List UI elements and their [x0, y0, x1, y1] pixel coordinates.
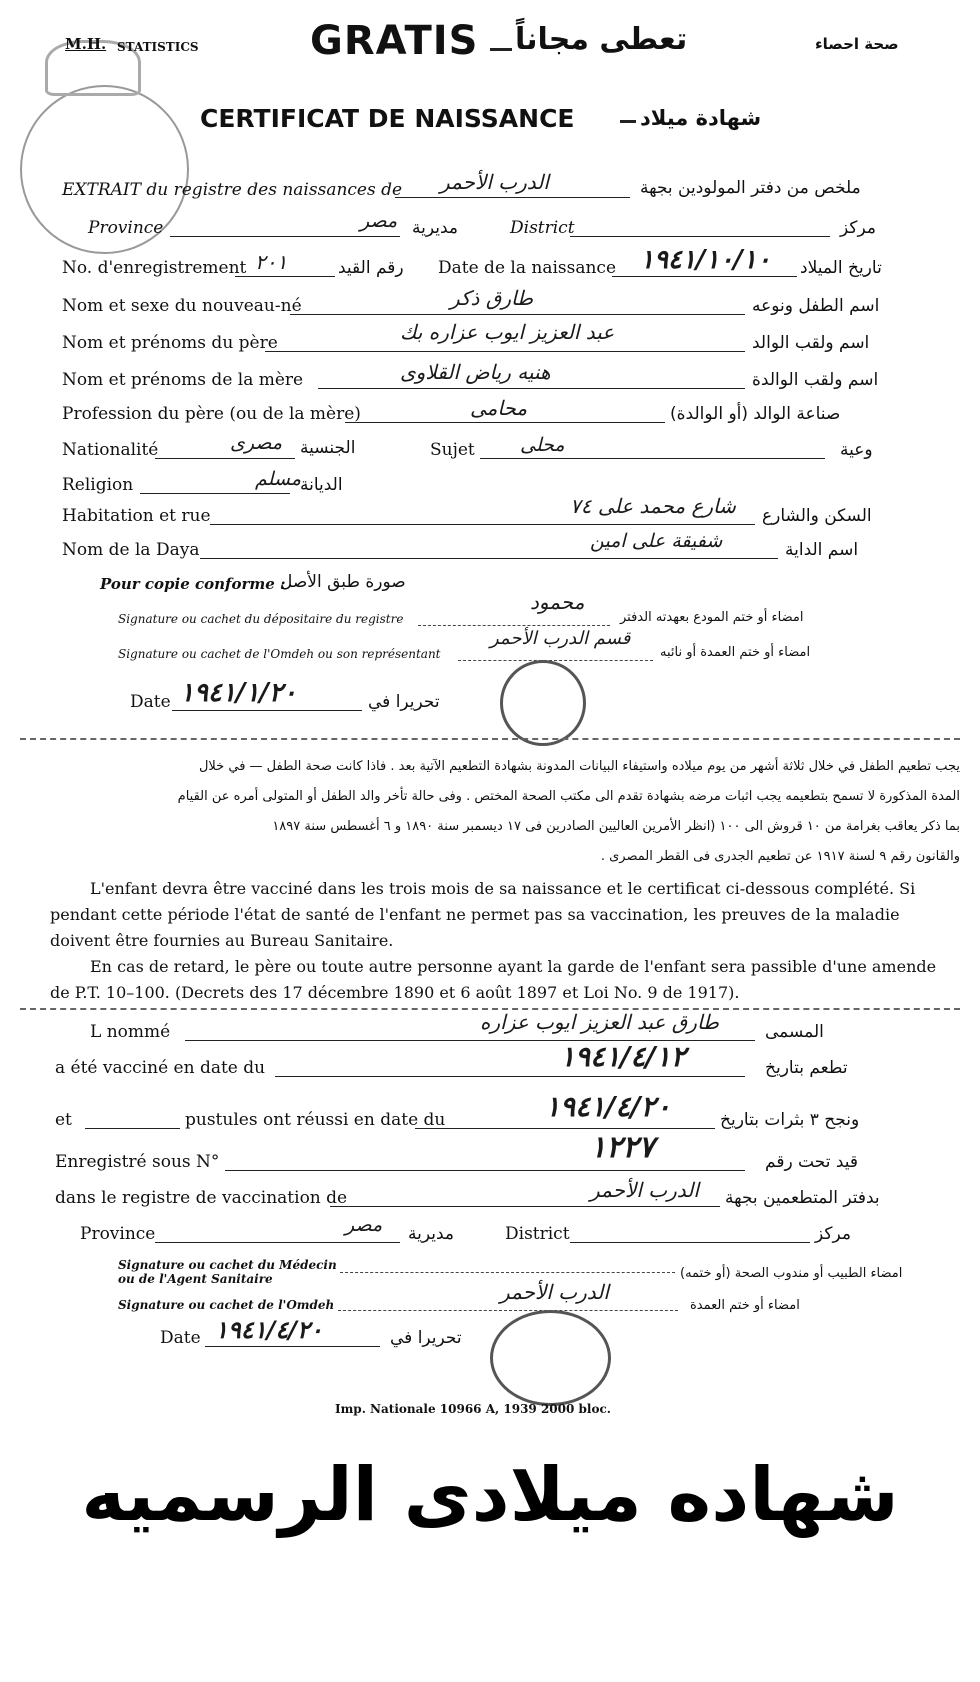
child-line — [290, 314, 745, 315]
child-value: طارق ذكر — [450, 286, 534, 310]
extract-value: الدرب الأحمر — [440, 170, 549, 194]
habitation-label: Habitation et rue — [62, 506, 211, 526]
copy-conform-arabic: صورة طبق الأصل — [280, 572, 406, 592]
notice-arabic-2: المدة المذكورة لا تسمح بتطعيمه يجب اثبات مرضه بشهادة تقدم الى مكتب الصحة المختص . وفى حالة تأخر والد الطفل أو المتولى أمره عن القيام — [177, 789, 960, 804]
certificate-title-arabic: شهادة ميلاد — [640, 106, 762, 130]
habitation-line — [210, 524, 755, 525]
extract-label: EXTRAIT du registre des naissances de — [62, 180, 403, 200]
reg-no-label: No. d'enregistrement — [62, 258, 247, 278]
notice-french-2: En cas de retard, le père ou toute autre personne ayant la garde de l'enfant sera passible d'une amende de P.T. 10–100. (Decrets des 17 décembre 1890 et 6 août 1897 et Loi No. 9 de 1917). — [50, 957, 937, 1002]
daya-line — [200, 558, 778, 559]
dob-arabic: تاريخ الميلاد — [800, 258, 882, 278]
nationality-label: Nationalité — [62, 440, 159, 460]
subject-arabic: وعية — [840, 440, 873, 460]
mother-arabic: اسم ولقب الوالدة — [752, 370, 879, 390]
dob-line — [612, 276, 797, 277]
vacc-province-line — [155, 1242, 400, 1243]
sig-doctor-arabic: امضاء الطبيب أو مندوب الصحة (أو ختمه) — [680, 1266, 903, 1281]
daya-label: Nom de la Daya — [62, 540, 200, 560]
birth-date-value: ١٩٤١/١/٢٠ — [180, 678, 297, 708]
vacc-province-arabic: مديرية — [408, 1224, 454, 1244]
religion-value: مسلم — [255, 468, 302, 490]
daya-value: شفيقة على امين — [590, 530, 723, 552]
nationality-line — [155, 458, 295, 459]
birth-date-label: Date — [130, 692, 171, 712]
register-arabic: بدفتر المتطعمين بجهة — [725, 1188, 880, 1208]
sig-registry-arabic: امضاء أو ختم المودع بعهدته الدفتر — [620, 610, 804, 625]
religion-line — [140, 493, 290, 494]
vacc-date-line — [205, 1346, 380, 1347]
vaccinated-label: a été vacciné en date du — [55, 1058, 266, 1078]
sig-registry-label: Signature ou cachet du dépositaire du registre — [118, 612, 404, 626]
copy-conform-label: Pour copie conforme : — [100, 575, 286, 593]
register-label: dans le registre de vaccination de — [55, 1188, 348, 1208]
vacc-sig-value: الدرب الأحمر — [500, 1280, 609, 1304]
subject-value: محلى — [520, 434, 565, 456]
vacc-sig-omdeh-line — [338, 1310, 678, 1311]
birth-date-line — [172, 710, 362, 711]
sig-omdeh-label: Signature ou cachet de l'Omdeh ou son représentant — [118, 647, 441, 661]
registered-label: Enregistré sous N° — [55, 1152, 220, 1172]
province-arabic: مديرية — [412, 218, 458, 238]
registered-line — [225, 1170, 745, 1171]
registered-value: ١٢٢٧ — [590, 1130, 655, 1165]
pustules-line — [415, 1128, 715, 1129]
profession-line — [345, 422, 665, 423]
district-line — [570, 236, 830, 237]
father-value: عبد العزيز ايوب عزاره بك — [400, 320, 615, 344]
sig-doctor-line — [340, 1272, 675, 1273]
mother-line — [318, 388, 745, 389]
vacc-date-label: Date — [160, 1328, 201, 1348]
province-value: مصر — [360, 210, 398, 232]
notice-arabic-3: بما ذكر يعاقب بغرامة من ١٠ قروش الى ١٠٠ (انظر الأمرين العاليين الصادرين فى ١٧ ديسمبر سنة ١٨٩٠ و ٦ أغسطس سنة ١٨٩٧ — [272, 819, 960, 834]
sig-registry-value: محمود — [530, 590, 585, 614]
certificate-title: CERTIFICAT DE NAISSANCE — [200, 104, 575, 133]
gratis-dash — [490, 48, 512, 51]
gratis-arabic: تعطى مجاناً — [515, 22, 688, 57]
reg-no-line — [235, 276, 335, 277]
province-label: Province — [88, 218, 164, 238]
nationality-arabic: الجنسية — [300, 438, 356, 458]
district-arabic: مركز — [840, 218, 876, 238]
child-arabic: اسم الطفل ونوعه — [752, 296, 880, 316]
vaccinated-line — [275, 1076, 745, 1077]
profession-arabic: صناعة الوالد (أو الوالدة) — [670, 404, 841, 424]
dob-value: ١٩٤١/١٠/١٠ — [640, 245, 771, 275]
notice-arabic-1: يجب تطعيم الطفل في خلال ثلاثة أشهر من يوم ميلاده واستيفاء البيانات المدونة بشهادة التطعيم الآتية بعد . فاذا كانت صحة الطفل — في خلال — [198, 759, 960, 774]
pustules-value: ١٩٤١/٤/٢٠ — [545, 1090, 671, 1123]
notice-french-1: L'enfant devra être vacciné dans les trois mois de sa naissance et le certificat ci-dessous complété. Si pendant cette période l'état de santé de l'enfant ne permet pas sa vaccination, les preuves de la maladie doivent être fournies au Bureau Sanitaire. — [50, 879, 916, 950]
sig-doctor-label: Signature ou cachet du Médecin ou de l'Agent Sanitaire — [118, 1258, 337, 1286]
vacc-date-value: ١٩٤١/٤/٢٠ — [215, 1316, 323, 1344]
gratis-title: GRATIS — [310, 18, 479, 64]
notice-arabic-4: والقانون رقم ٩ لسنة ١٩١٧ عن تطعيم الجدرى فى القطر المصرى . — [600, 849, 960, 864]
imprint-text: Imp. Nationale 10966 A, 1939 2000 bloc. — [335, 1402, 611, 1416]
nationality-value: مصرى — [230, 432, 283, 454]
habitation-value: شارع محمد على ٧٤ — [570, 494, 736, 518]
pustules-et-line — [85, 1128, 180, 1129]
child-label: Nom et sexe du nouveau-né — [62, 296, 302, 316]
title-dash — [620, 120, 636, 123]
vacc-sig-omdeh-arabic: امضاء أو ختم العمدة — [690, 1298, 800, 1313]
register-value: الدرب الأحمر — [590, 1178, 699, 1202]
extract-line — [395, 197, 630, 198]
pustules-et-label: et — [55, 1110, 72, 1130]
registered-arabic: قيد تحت رقم — [765, 1152, 859, 1172]
birth-date-arabic: تحريرا في — [368, 692, 440, 712]
subject-line — [480, 458, 825, 459]
mother-value: هنيه رياض القلاوى — [400, 360, 551, 384]
vacc-district-arabic: مركز — [815, 1224, 851, 1244]
mh-label: M.H. — [65, 35, 107, 53]
reg-no-value: ٢٠١ — [255, 250, 288, 274]
stamp-seal-birth — [500, 660, 586, 746]
sig-omdeh-arabic: امضاء أو ختم العمدة أو نائبه — [660, 645, 811, 660]
father-line — [265, 351, 745, 352]
statistics-label: STATISTICS — [117, 40, 199, 54]
named-arabic: المسمى — [765, 1022, 824, 1042]
dob-label: Date de la naissance — [438, 258, 617, 278]
vacc-district-label: District — [505, 1224, 570, 1244]
named-label: L nommé — [90, 1022, 171, 1042]
habitation-arabic: السكن والشارع — [762, 506, 872, 526]
section-divider-1 — [20, 738, 960, 740]
named-value: طارق عبد العزيز ايوب عزاره — [480, 1010, 719, 1034]
vacc-district-line — [570, 1242, 810, 1243]
profession-value: محامى — [470, 396, 528, 420]
vacc-province-label: Province — [80, 1224, 156, 1244]
pustules-label: pustules ont réussi en date du — [185, 1110, 446, 1130]
vacc-sig-omdeh-label: Signature ou cachet de l'Omdeh — [118, 1298, 335, 1312]
sig-omdeh-line — [458, 660, 653, 661]
vaccinated-arabic: تطعم بتاريخ — [765, 1058, 848, 1078]
ministry-arabic: صحة احصاء — [815, 35, 899, 53]
father-label: Nom et prénoms du père — [62, 333, 278, 353]
reg-no-arabic: رقم القيد — [338, 258, 404, 278]
district-label: District — [510, 218, 575, 238]
province-line — [170, 236, 400, 237]
profession-label: Profession du père (ou de la mère) — [62, 404, 361, 424]
pustules-arabic: ونجح ٣ بثرات بتاريخ — [720, 1110, 860, 1130]
subject-label: Sujet — [430, 440, 475, 460]
register-line — [330, 1206, 720, 1207]
vaccinated-value: ١٩٤١/٤/١٢ — [560, 1040, 686, 1073]
sig-omdeh-value: قسم الدرب الأحمر — [490, 628, 631, 649]
vacc-province-value: مصر — [345, 1214, 383, 1236]
stamp-seal-vaccination — [490, 1310, 611, 1406]
sig-registry-line — [418, 625, 610, 626]
religion-label: Religion — [62, 475, 134, 495]
vacc-date-arabic: تحريرا في — [390, 1328, 462, 1348]
father-arabic: اسم ولقب الوالد — [752, 333, 870, 353]
mother-label: Nom et prénoms de la mère — [62, 370, 304, 390]
religion-arabic: الديانة — [300, 475, 343, 495]
daya-arabic: اسم الداية — [785, 540, 859, 560]
extract-arabic: ملخص من دفتر المولودين بجهة — [640, 178, 861, 198]
caption-title: شهاده ميلادى الرسميه — [81, 1452, 899, 1538]
